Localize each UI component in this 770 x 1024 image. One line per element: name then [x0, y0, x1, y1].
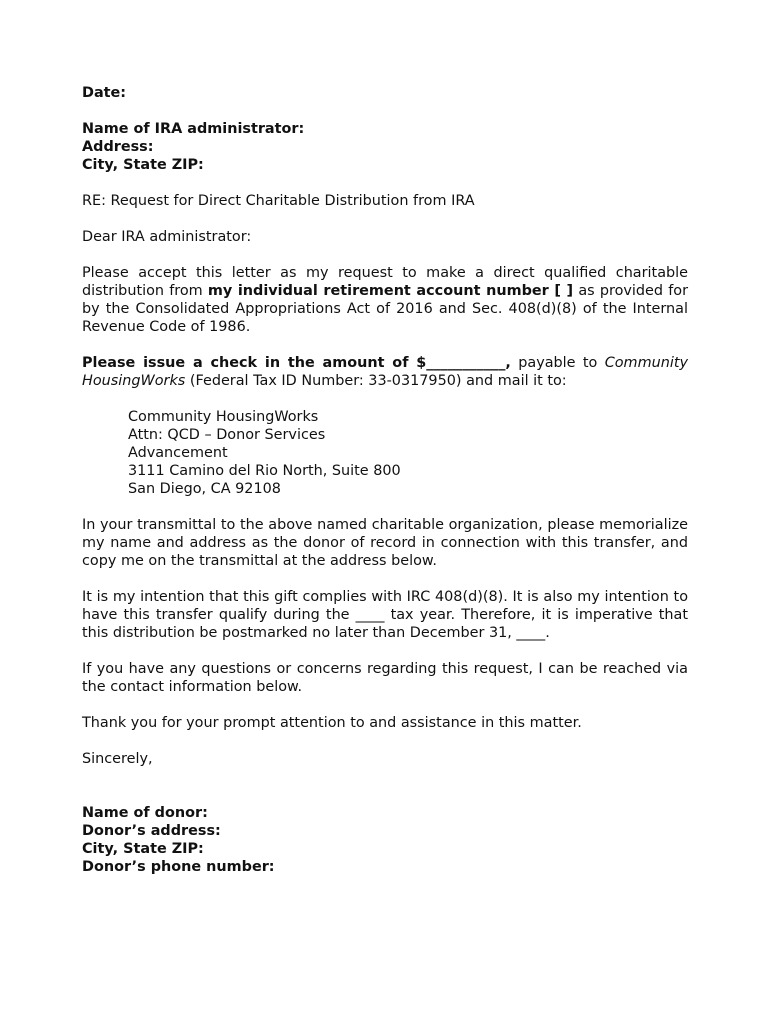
paragraph-request	[82, 264, 688, 336]
salutation: Dear IRA administrator:	[82, 229, 252, 245]
paragraph-intention: It is my intention that this gift complies with IRC 408(d)(8). It is also my intention to have this transfer qualify during the ____ tax year. Therefore, it is imperative that this distribution be postmarked no later than December 31, ____.	[82, 589, 688, 641]
admin-city-label: City, State ZIP:	[82, 157, 204, 173]
re-line: RE: Request for Direct Charitable Distribution from IRA	[82, 193, 475, 209]
spacer	[82, 246, 688, 264]
organization-name: Community HousingWorks	[82, 355, 688, 389]
tax-id-text: (Federal Tax ID Number: 33-0317950) and mail it to:	[185, 373, 567, 389]
recipient-address-line: Attn: QCD – Donor Services	[128, 427, 326, 443]
spacer	[82, 102, 688, 120]
spacer	[82, 570, 688, 588]
recipient-address-line: Community HousingWorks	[128, 409, 319, 425]
spacer	[82, 732, 688, 750]
payable-to-text: payable to	[510, 355, 605, 371]
paragraph-transmittal: In your transmittal to the above named charitable organization, please memorialize my name and address as the donor of record in connection with this transfer, and copy me on the transmittal at the address below.	[82, 517, 688, 569]
letter-page	[82, 84, 688, 876]
paragraph-request-tail: as provided for by the Consolidated Appropriations Act of 2016 and Sec. 408(d)(8) of the Internal Revenue Code of 1986.	[82, 283, 688, 335]
recipient-address-line: 3111 Camino del Rio North, Suite 800	[128, 463, 401, 479]
spacer	[82, 210, 688, 228]
admin-address-label: Address:	[82, 139, 154, 155]
signature-space	[82, 768, 688, 804]
paragraph-thanks: Thank you for your prompt attention to and assistance in this matter.	[82, 715, 582, 731]
recipient-address-line: Advancement	[128, 445, 228, 461]
check-amount-text: Please issue a check in the amount of $___________,	[82, 355, 511, 371]
closing: Sincerely,	[82, 751, 153, 767]
spacer	[82, 390, 688, 408]
paragraph-request-lead: Please accept this letter as my request to make a direct qualified charitable distribution from	[82, 265, 688, 299]
spacer	[82, 174, 688, 192]
spacer	[82, 498, 688, 516]
spacer	[82, 336, 688, 354]
account-number-text: my individual retirement account number [ ]	[207, 283, 574, 299]
date-label: Date:	[82, 85, 127, 101]
admin-name-label: Name of IRA administrator:	[82, 121, 305, 137]
paragraph-check	[82, 354, 688, 390]
donor-name-label: Name of donor:	[82, 805, 208, 821]
donor-address-label: Donor’s address:	[82, 823, 221, 839]
donor-phone-label: Donor’s phone number:	[82, 859, 275, 875]
paragraph-questions: If you have any questions or concerns regarding this request, I can be reached via the contact information below.	[82, 661, 688, 695]
donor-city-label: City, State ZIP:	[82, 841, 204, 857]
recipient-address-line: San Diego, CA 92108	[128, 481, 281, 497]
recipient-address-block	[128, 408, 688, 498]
spacer	[82, 696, 688, 714]
spacer	[82, 642, 688, 660]
